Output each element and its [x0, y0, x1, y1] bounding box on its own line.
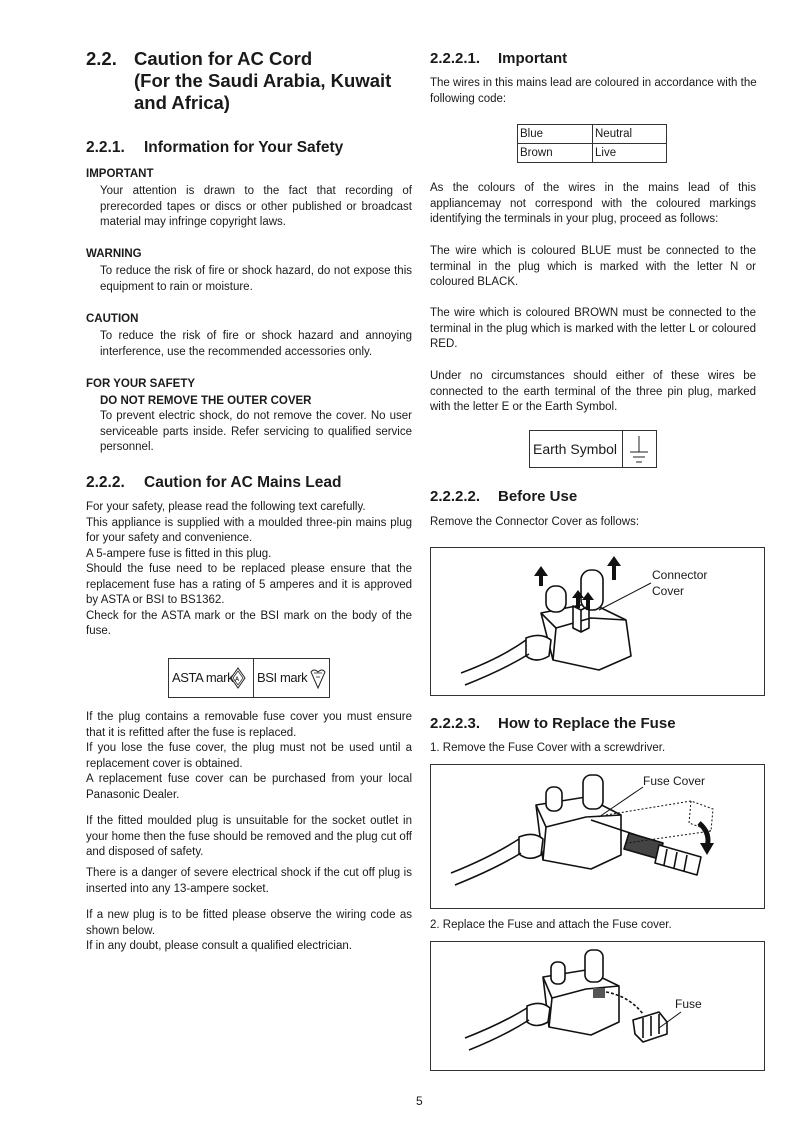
section-title: Caution for AC Mains Lead — [144, 474, 342, 491]
fuse-replace-diagram — [430, 941, 765, 1071]
mains-lead-text — [86, 500, 412, 640]
section-2-2-heading — [86, 48, 416, 114]
section-2-2-2-3-heading — [430, 714, 760, 733]
section-number: 2.2.2. — [86, 474, 125, 491]
fuse-cover-text — [86, 710, 412, 803]
section-title: Information for Your Safety — [144, 139, 344, 156]
brown-wire-text: The wire which is coloured BROWN must be connected to the terminal in the plug which is marked with the letter L or coloured RED. — [430, 307, 756, 350]
important-label: IMPORTANT — [86, 168, 154, 180]
fuse-illustration — [431, 942, 764, 1070]
section-2-2-2-heading — [86, 473, 416, 492]
section-number: 2.2.2.2. — [430, 488, 481, 505]
important-text: Your attention is drawn to the fact that recording of prerecorded tapes or discs or other published or broadcast material may infringe copyright laws. — [100, 185, 412, 228]
paragraph: Should the fuse need to be replaced please ensure that the replacement fuse has a rating of 5 amperes and it is approved by ASTA or BSI to BS1362. — [86, 563, 412, 606]
earth-warning-text: Under no circumstances should either of these wires be connected to the earth terminal of the three pin plug, marked with the letter E or the Earth Symbol. — [430, 370, 756, 413]
fuse-cover-label: Fuse Cover — [643, 774, 706, 788]
colour-mismatch-text: As the colours of the wires in the mains lead of this appliancemay not correspond with the coloured markings identifying the terminals in your plug, proceed as follows: — [430, 182, 756, 225]
plug-unsuitable-text: If the fitted moulded plug is unsuitable for the socket outlet in your home then the fuse should be removed and the plug cut off and disposed of safety. — [86, 815, 412, 858]
shock-danger-text: There is a danger of severe electrical shock if the cut off plug is inserted into any 13-ampere socket. — [86, 867, 412, 895]
safety-text: To prevent electric shock, do not remove the cover. No user serviceable parts inside. Refer servicing to qualified service personnel. — [100, 410, 412, 453]
warning-label: WARNING — [86, 248, 142, 260]
section-2-2-1-heading — [86, 138, 416, 157]
bsi-mark-label: BSI mark — [257, 670, 308, 685]
fuse-label: Fuse — [675, 997, 702, 1011]
caution-label: CAUTION — [86, 313, 139, 325]
safety-sublabel: DO NOT REMOVE THE OUTER COVER — [100, 395, 312, 407]
screwdriver-illustration — [431, 765, 764, 908]
paragraph: A replacement fuse cover can be purchased from your local Panasonic Dealer. — [86, 773, 412, 801]
connector-cover-label — [652, 567, 707, 599]
section-2-2-2-1-heading — [430, 49, 760, 68]
before-use-text: Remove the Connector Cover as follows: — [430, 516, 640, 528]
step-2-text: 2. Replace the Fuse and attach the Fuse cover. — [430, 919, 672, 931]
fuse-marks-box — [168, 658, 330, 698]
bsi-kitemark-icon — [254, 659, 329, 697]
section-number: 2.2.1. — [86, 139, 125, 156]
paragraph: If you lose the fuse cover, the plug must not be used until a replacement cover is obtained. — [86, 742, 412, 770]
page-number: 5 — [416, 1094, 423, 1108]
caution-text: To reduce the risk of fire or shock hazard and annoying interference, use the recommended accessories only. — [100, 330, 412, 358]
paragraph: If the plug contains a removable fuse cover you must ensure that it is refitted after the fuse is replaced. — [86, 711, 412, 739]
earth-ground-icon — [530, 431, 656, 467]
section-2-2-2-2-heading — [430, 487, 760, 506]
safety-label: FOR YOUR SAFETY — [86, 378, 196, 390]
table-cell: Blue — [518, 125, 593, 144]
blue-wire-text: The wire which is coloured BLUE must be connected to the terminal in the plug which is marked with the letter N or coloured BLACK. — [430, 245, 756, 288]
section-number: 2.2.2.1. — [430, 50, 481, 67]
paragraph: Check for the ASTA mark or the BSI mark on the body of the fuse. — [86, 609, 412, 637]
section-number: 2.2. — [86, 48, 117, 69]
heading-line: (For the Saudi Arabia, Kuwait — [134, 70, 392, 91]
table-cell: Live — [593, 144, 667, 163]
label-line: Cover — [652, 584, 685, 598]
table-row — [518, 125, 667, 144]
heading-line: and Africa) — [134, 92, 230, 113]
step-1-text: 1. Remove the Fuse Cover with a screwdriver. — [430, 742, 666, 754]
earth-symbol-box — [529, 430, 657, 468]
paragraph: For your safety, please read the following text carefully. — [86, 501, 366, 513]
paragraph: If a new plug is to be fitted please observe the wiring code as shown below. — [86, 909, 412, 937]
section-title: Before Use — [498, 488, 578, 505]
section-number: 2.2.2.3. — [430, 715, 481, 732]
connector-cover-diagram — [430, 547, 765, 696]
paragraph: A 5-ampere fuse is fitted in this plug. — [86, 547, 272, 560]
heading-line: Caution for AC Cord — [134, 48, 313, 69]
label-line: Connector — [652, 568, 708, 582]
section-title: Important — [498, 50, 568, 67]
svg-text:A: A — [235, 676, 240, 683]
bsi-cell — [254, 659, 329, 697]
asta-mark-label: ASTA mark — [172, 670, 234, 685]
earth-symbol-label: Earth Symbol — [533, 441, 618, 457]
table-row — [518, 144, 667, 163]
asta-mark-icon — [169, 659, 253, 697]
wire-code-intro: The wires in this mains lead are coloured in accordance with the following code: — [430, 77, 757, 105]
fuse-cover-diagram — [430, 764, 765, 909]
section-title: How to Replace the Fuse — [498, 715, 676, 732]
paragraph: If in any doubt, please consult a qualified electrician. — [86, 940, 352, 952]
wire-colour-table — [517, 124, 667, 163]
paragraph: This appliance is supplied with a moulded three-pin mains plug for your safety and convenience. — [86, 516, 412, 544]
asta-cell — [169, 659, 254, 697]
table-cell: Neutral — [593, 125, 667, 144]
warning-text: To reduce the risk of fire or shock hazard, do not expose this equipment to rain or moisture. — [100, 265, 412, 293]
plug-illustration — [431, 548, 764, 695]
new-plug-text — [86, 908, 412, 955]
table-cell: Brown — [518, 144, 593, 163]
